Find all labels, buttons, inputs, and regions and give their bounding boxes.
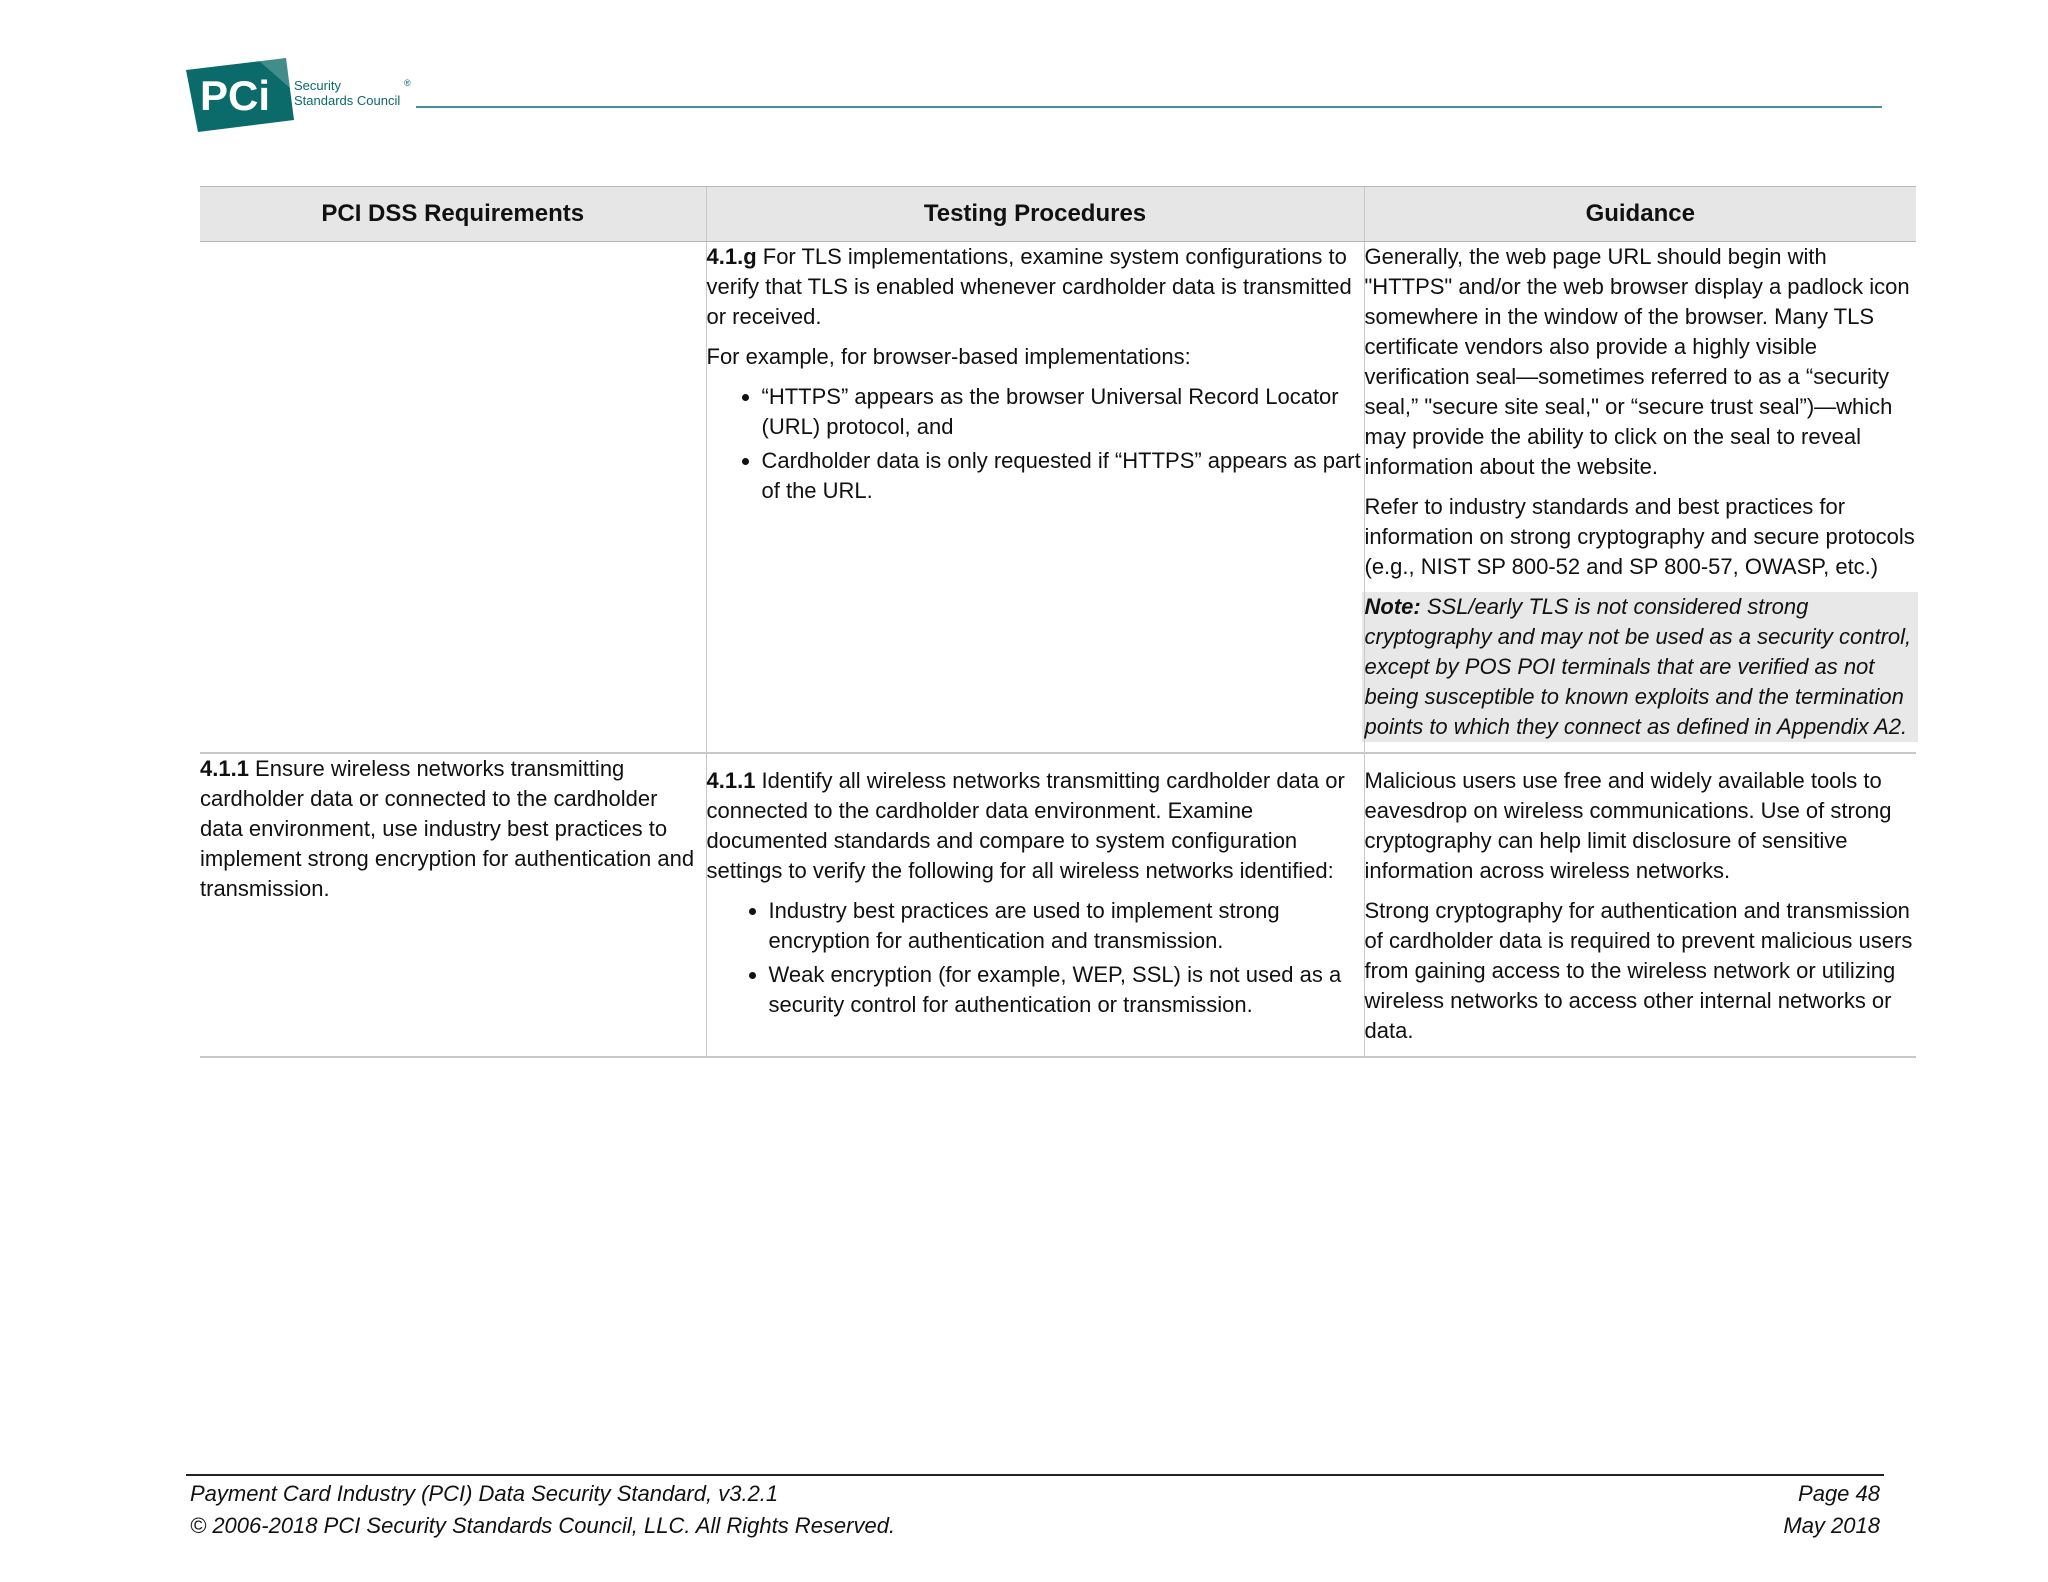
list-item: • Weak encryption (for example, WEP, SSL) is not used as a security control for authentication or transmission. [769,960,1364,1020]
procedure-paragraph [707,242,1364,332]
guidance-cell [1364,242,1916,754]
procedure-id: 4.1.g [706,244,757,269]
guidance-paragraph: Strong cryptography for authentication and transmission of cardholder data is required to prevent malicious users from gaining access to the wireless network or utilizing wireless networks to access other internal networks or data. [1364,898,1913,1043]
procedure-example: For example, for browser-based implementations: [706,344,1191,369]
footer-title: Payment Card Industry (PCI) Data Security Standard, v3.2.1 [190,1481,779,1506]
table-row [200,242,1916,754]
header-testing-procedures: Testing Procedures [706,187,1364,242]
page-footer [190,1478,1880,1542]
requirement-text: Ensure wireless networks transmitting cardholder data or connected to the cardholder data environment, use industry best practices to implement strong encryption for authentication and transmission. [200,756,695,901]
footer-copyright: © 2006-2018 PCI Security Standards Council, LLC. All Rights Reserved. [190,1513,896,1538]
procedure-bullets [707,896,1364,1020]
table-header-row [200,187,1916,242]
footer-date: May 2018 [1783,1513,1880,1538]
table-row [200,753,1916,1057]
footer-rule [186,1474,1884,1476]
requirements-table [200,186,1916,1058]
requirement-cell [200,753,706,1057]
guidance-cell [1364,753,1916,1057]
procedure-bullets [707,382,1364,506]
procedure-text: For TLS implementations, examine system configurations to verify that TLS is enabled whenever cardholder data is transmitted or received. [706,244,1352,329]
list-item: • “HTTPS” appears as the browser Universal Record Locator (URL) protocol, and [762,382,1364,442]
footer-right [1783,1478,1880,1542]
list-item: • Cardholder data is only requested if “HTTPS” appears as part of the URL. [762,446,1364,506]
page-number: Page 48 [1798,1481,1880,1506]
procedure-paragraph [707,766,1364,886]
header-guidance: Guidance [1364,187,1916,242]
logo-line-council: Standards Council [294,93,401,108]
guidance-paragraph: Generally, the web page URL should begin with "HTTPS" and/or the web browser display a padlock icon somewhere in the window of the browser. Many TLS certificate vendors also provide a highly visible verification seal—sometimes referred to as a “security seal,” "secure site seal," or “secure trust seal”)—which may provide the ability to click on the seal to reveal information about the website. [1364,244,1910,479]
procedure-id: 4.1.1 [706,768,756,793]
list-item: • Industry best practices are used to implement strong encryption for authentication and transmission. [769,896,1364,956]
logo-wordmark [294,78,400,108]
testing-procedure-cell [706,753,1364,1057]
logo-line-security: Security [294,78,341,93]
requirement-paragraph [200,754,706,904]
note-label: Note: [1364,594,1421,619]
header-requirements: PCI DSS Requirements [200,187,706,242]
logo-text: PCi [200,72,271,119]
footer-left [190,1478,895,1542]
pci-logo [186,58,294,132]
guidance-note [1362,592,1919,742]
note-text: SSL/early TLS is not considered strong cryptography and may not be used as a security control, except by POS POI terminals that are verified as not being susceptible to known exploits and the termination points to which they connect as defined in Appendix A2. [1364,594,1912,739]
page-header [186,58,1886,138]
procedure-text: Identify all wireless networks transmitting cardholder data or connected to the cardholder data environment. Examine documented standards and compare to system configuration settings to verify the following for all wireless networks identified: [706,768,1345,883]
guidance-paragraph: Refer to industry standards and best practices for information on strong cryptography and secure protocols (e.g., NIST SP 800-52 and SP 800-57, OWASP, etc.) [1364,494,1915,579]
guidance-paragraph: Malicious users use free and widely available tools to eavesdrop on wireless communications. Use of strong cryptography can help limit disclosure of sensitive information across wireless networks. [1364,768,1892,883]
requirement-cell-empty [200,242,706,754]
registered-mark: ® [404,78,411,88]
testing-procedure-cell [706,242,1364,754]
header-rule [416,106,1882,108]
requirement-id: 4.1.1 [200,756,249,781]
